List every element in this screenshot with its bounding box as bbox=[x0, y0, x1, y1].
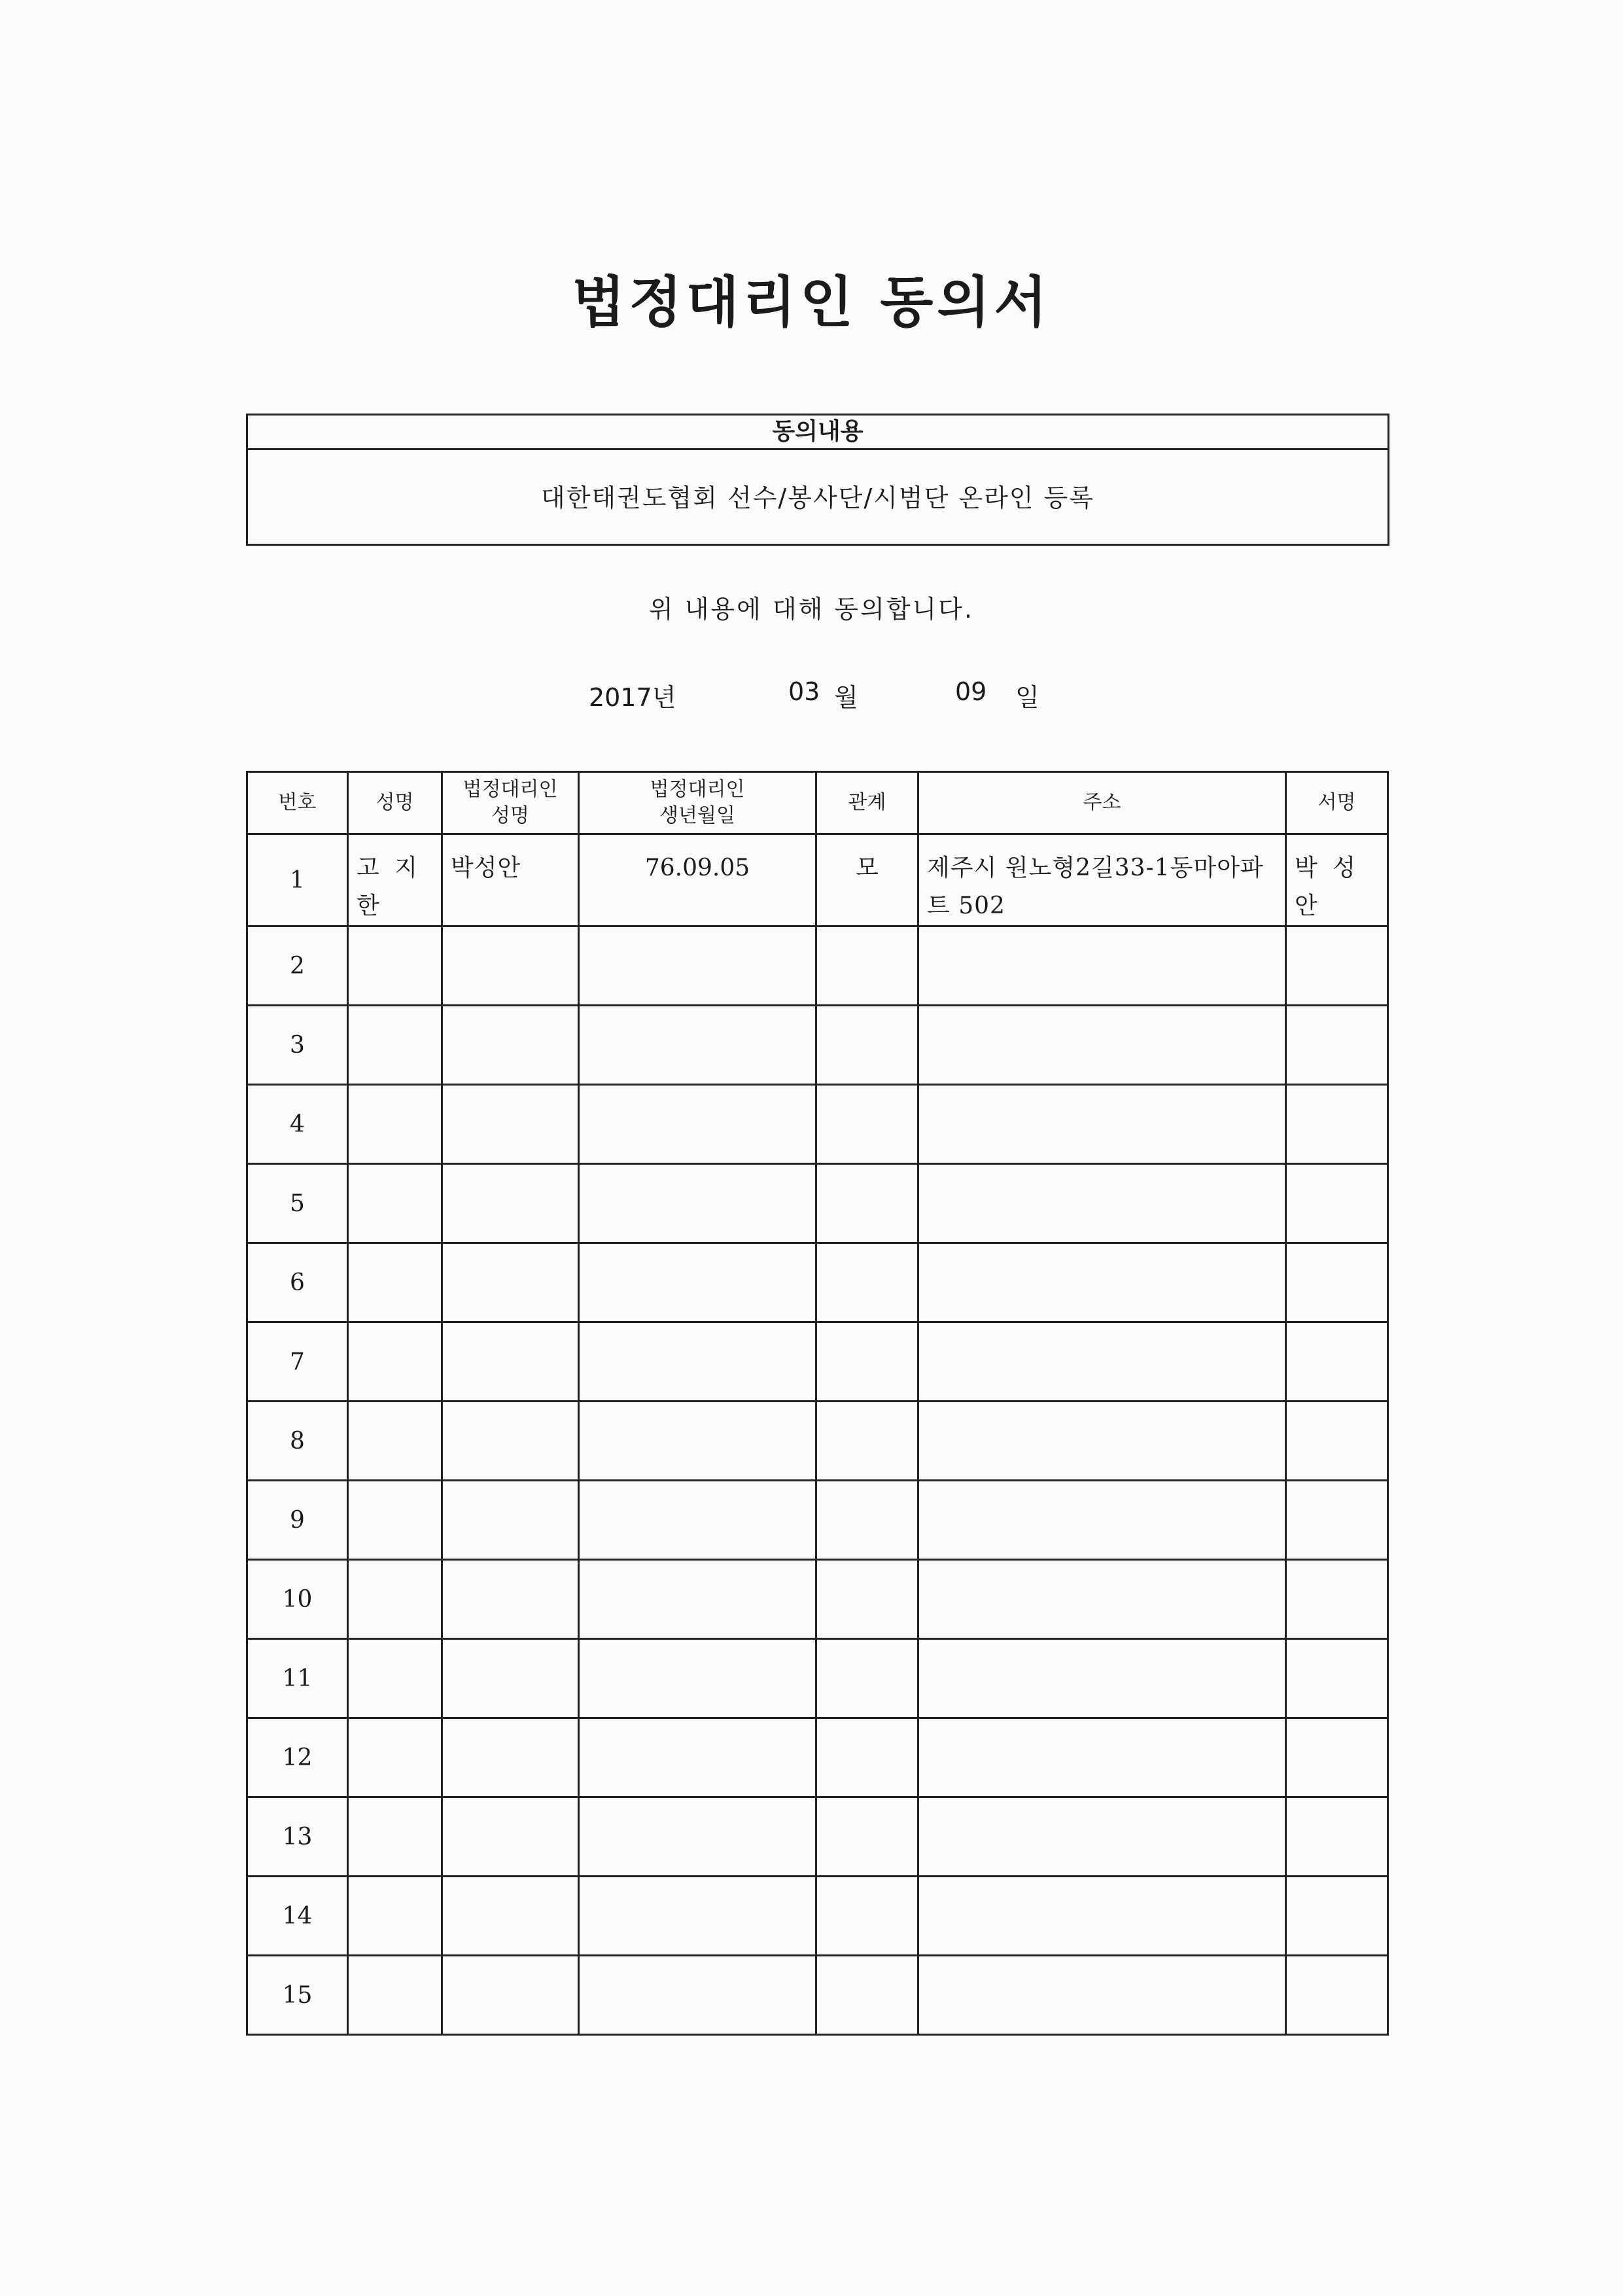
cell-number: 2 bbox=[247, 927, 348, 1006]
table-row bbox=[247, 1956, 1388, 2035]
cell-relation-text bbox=[817, 1956, 917, 1971]
cell-guardian-name bbox=[442, 1164, 579, 1243]
cell-guardian-name-text bbox=[443, 1719, 578, 1733]
cell-address bbox=[918, 1797, 1286, 1877]
cell-name-text bbox=[349, 1165, 441, 1179]
header-guardian-birth bbox=[579, 772, 816, 834]
cell-address bbox=[918, 834, 1286, 927]
cell-guardian-birth bbox=[579, 834, 816, 927]
cell-address-text bbox=[919, 927, 1285, 942]
cell-guardian-name bbox=[442, 1085, 579, 1164]
cell-relation-text bbox=[817, 1719, 917, 1733]
cell-signature bbox=[1286, 1322, 1388, 1402]
table-row bbox=[247, 1402, 1388, 1481]
cell-relation-text bbox=[817, 1877, 917, 1892]
cell-relation bbox=[816, 1639, 918, 1718]
cell-guardian-birth-text bbox=[580, 1877, 815, 1892]
cell-relation-text bbox=[817, 1561, 917, 1575]
cell-guardian-name-text bbox=[443, 1956, 578, 1971]
cell-guardian-birth bbox=[579, 1639, 816, 1718]
cell-name-text bbox=[349, 1719, 441, 1733]
cell-name bbox=[348, 1718, 442, 1797]
cell-signature bbox=[1286, 1243, 1388, 1322]
cell-name-text bbox=[349, 1877, 441, 1892]
header-guardian-name-line1: 법정대리인 bbox=[462, 778, 558, 801]
cell-relation-text bbox=[817, 1006, 917, 1021]
cell-number: 7 bbox=[247, 1322, 348, 1402]
cell-name bbox=[348, 1639, 442, 1718]
cell-address bbox=[918, 1322, 1286, 1402]
cell-address-text bbox=[919, 1086, 1285, 1100]
cell-signature bbox=[1286, 1797, 1388, 1877]
header-relation: 관계 bbox=[816, 772, 918, 834]
cell-guardian-birth bbox=[579, 1243, 816, 1322]
cell-guardian-name-text bbox=[443, 1798, 578, 1812]
cell-address bbox=[918, 1006, 1286, 1085]
cell-relation-text bbox=[817, 1481, 917, 1496]
cell-guardian-name bbox=[442, 1639, 579, 1718]
cell-name bbox=[348, 1006, 442, 1085]
cell-relation-text: 모 bbox=[856, 855, 879, 881]
header-number: 번호 bbox=[247, 772, 348, 834]
cell-relation bbox=[816, 927, 918, 1006]
cell-guardian-birth-text bbox=[580, 927, 815, 942]
cell-signature-text bbox=[1287, 1323, 1387, 1337]
cell-name-text bbox=[349, 1956, 441, 1971]
cell-address bbox=[918, 927, 1286, 1006]
cell-guardian-name bbox=[442, 1956, 579, 2035]
cell-guardian-birth bbox=[579, 1085, 816, 1164]
registration-table bbox=[246, 771, 1389, 2036]
cell-signature-text bbox=[1287, 1086, 1387, 1100]
cell-address bbox=[918, 1718, 1286, 1797]
cell-relation-text bbox=[817, 1165, 917, 1179]
cell-relation-text bbox=[817, 1086, 917, 1100]
cell-guardian-birth bbox=[579, 1164, 816, 1243]
table-row bbox=[247, 1164, 1388, 1243]
header-guardian-name-line2: 성명 bbox=[491, 804, 529, 827]
cell-name-text bbox=[349, 1086, 441, 1100]
consent-header: 동의내용 bbox=[248, 415, 1387, 450]
cell-guardian-name bbox=[442, 1797, 579, 1877]
header-guardian-birth-line2: 생년월일 bbox=[659, 804, 735, 827]
cell-relation bbox=[816, 1877, 918, 1956]
cell-guardian-name-text bbox=[443, 1244, 578, 1258]
cell-name-text bbox=[349, 1481, 441, 1496]
cell-signature bbox=[1286, 1164, 1388, 1243]
cell-signature-text bbox=[1287, 1165, 1387, 1179]
cell-guardian-name-text bbox=[443, 1086, 578, 1100]
cell-guardian-birth-text bbox=[580, 1719, 815, 1733]
cell-number: 13 bbox=[247, 1797, 348, 1877]
table-row bbox=[247, 927, 1388, 1006]
table-body bbox=[247, 834, 1388, 2035]
cell-guardian-name bbox=[442, 927, 579, 1006]
cell-address bbox=[918, 1956, 1286, 2035]
cell-number: 12 bbox=[247, 1718, 348, 1797]
cell-guardian-name-text bbox=[443, 1561, 578, 1575]
cell-name-text bbox=[349, 927, 441, 942]
cell-signature bbox=[1286, 1006, 1388, 1085]
cell-number: 9 bbox=[247, 1481, 348, 1560]
table-row bbox=[247, 1797, 1388, 1877]
cell-relation bbox=[816, 1797, 918, 1877]
header-signature: 서명 bbox=[1286, 772, 1388, 834]
cell-guardian-birth bbox=[579, 1402, 816, 1481]
cell-address bbox=[918, 1481, 1286, 1560]
cell-name-text bbox=[349, 1798, 441, 1812]
cell-relation bbox=[816, 1481, 918, 1560]
cell-guardian-name-text bbox=[443, 1877, 578, 1892]
cell-guardian-name bbox=[442, 1322, 579, 1402]
cell-guardian-birth bbox=[579, 1322, 816, 1402]
cell-number: 14 bbox=[247, 1877, 348, 1956]
cell-guardian-birth-text bbox=[580, 1244, 815, 1258]
cell-address-text: 제주시 원노형2길33-1동마아파트 502 bbox=[927, 855, 1264, 919]
table-row bbox=[247, 1718, 1388, 1797]
cell-signature-text bbox=[1287, 1561, 1387, 1575]
cell-relation-text bbox=[817, 927, 917, 942]
cell-signature bbox=[1286, 1639, 1388, 1718]
cell-name bbox=[348, 1164, 442, 1243]
cell-address-text bbox=[919, 1244, 1285, 1258]
cell-relation bbox=[816, 1243, 918, 1322]
cell-guardian-birth bbox=[579, 1797, 816, 1877]
cell-name bbox=[348, 834, 442, 927]
cell-guardian-birth bbox=[579, 1481, 816, 1560]
cell-guardian-birth-text bbox=[580, 1006, 815, 1021]
table-header-row bbox=[247, 772, 1388, 834]
cell-signature-text bbox=[1287, 1956, 1387, 1971]
agree-statement: 위 내용에 대해 동의합니다. bbox=[648, 595, 975, 624]
cell-signature-text bbox=[1287, 1481, 1387, 1496]
cell-signature-text bbox=[1287, 1244, 1387, 1258]
cell-relation-text bbox=[817, 1323, 917, 1337]
table-row bbox=[247, 1481, 1388, 1560]
cell-guardian-name bbox=[442, 1560, 579, 1639]
date-month-unit: 월 bbox=[834, 683, 858, 712]
table-row bbox=[247, 1560, 1388, 1639]
cell-relation bbox=[816, 1560, 918, 1639]
cell-guardian-name bbox=[442, 1481, 579, 1560]
cell-guardian-name-text bbox=[443, 1640, 578, 1654]
cell-relation bbox=[816, 1402, 918, 1481]
cell-name bbox=[348, 1797, 442, 1877]
cell-signature-text bbox=[1287, 1006, 1387, 1021]
cell-address bbox=[918, 1402, 1286, 1481]
table-row bbox=[247, 1243, 1388, 1322]
cell-name bbox=[348, 927, 442, 1006]
cell-relation bbox=[816, 1006, 918, 1085]
cell-guardian-name bbox=[442, 1402, 579, 1481]
header-name: 성명 bbox=[348, 772, 442, 834]
cell-address-text bbox=[919, 1006, 1285, 1021]
cell-name-text bbox=[349, 1640, 441, 1654]
cell-relation bbox=[816, 1956, 918, 2035]
cell-guardian-birth bbox=[579, 927, 816, 1006]
cell-guardian-name-text bbox=[443, 1006, 578, 1021]
cell-address-text bbox=[919, 1640, 1285, 1654]
header-address: 주소 bbox=[918, 772, 1286, 834]
cell-signature bbox=[1286, 1956, 1388, 2035]
cell-name bbox=[348, 1085, 442, 1164]
cell-relation bbox=[816, 1718, 918, 1797]
date-month-value: 03 bbox=[788, 677, 820, 706]
cell-signature-text bbox=[1287, 1719, 1387, 1733]
cell-name-text bbox=[349, 1561, 441, 1575]
cell-number: 4 bbox=[247, 1085, 348, 1164]
header-guardian-birth-line1: 법정대리인 bbox=[650, 778, 745, 801]
cell-number: 3 bbox=[247, 1006, 348, 1085]
cell-number: 11 bbox=[247, 1639, 348, 1718]
cell-guardian-birth bbox=[579, 1877, 816, 1956]
cell-name bbox=[348, 1402, 442, 1481]
date-day-value: 09 bbox=[955, 677, 987, 706]
cell-relation bbox=[816, 1085, 918, 1164]
cell-guardian-name-text bbox=[443, 927, 578, 942]
header-guardian-name bbox=[442, 772, 579, 834]
cell-guardian-birth-text bbox=[580, 1561, 815, 1575]
cell-guardian-name bbox=[442, 1006, 579, 1085]
table-row bbox=[247, 1639, 1388, 1718]
cell-guardian-name-text bbox=[443, 1165, 578, 1179]
table-row bbox=[247, 834, 1388, 927]
cell-number: 8 bbox=[247, 1402, 348, 1481]
cell-address bbox=[918, 1243, 1286, 1322]
consent-box bbox=[246, 414, 1389, 546]
cell-address-text bbox=[919, 1481, 1285, 1496]
cell-address bbox=[918, 1164, 1286, 1243]
cell-address-text bbox=[919, 1877, 1285, 1892]
cell-address bbox=[918, 1085, 1286, 1164]
cell-guardian-name bbox=[442, 1243, 579, 1322]
cell-signature bbox=[1286, 1481, 1388, 1560]
cell-guardian-name bbox=[442, 834, 579, 927]
cell-name bbox=[348, 1877, 442, 1956]
cell-name bbox=[348, 1322, 442, 1402]
cell-address bbox=[918, 1877, 1286, 1956]
cell-guardian-birth-text: 76.09.05 bbox=[644, 855, 750, 881]
cell-name-text bbox=[349, 1244, 441, 1258]
cell-address bbox=[918, 1639, 1286, 1718]
cell-number: 10 bbox=[247, 1560, 348, 1639]
cell-address-text bbox=[919, 1402, 1285, 1417]
cell-address bbox=[918, 1560, 1286, 1639]
cell-guardian-birth-text bbox=[580, 1956, 815, 1971]
date-year: 2017년 bbox=[589, 683, 676, 712]
cell-relation bbox=[816, 834, 918, 927]
cell-signature bbox=[1286, 1085, 1388, 1164]
cell-number: 6 bbox=[247, 1243, 348, 1322]
cell-guardian-birth-text bbox=[580, 1798, 815, 1812]
cell-relation-text bbox=[817, 1402, 917, 1417]
cell-address-text bbox=[919, 1165, 1285, 1179]
cell-relation bbox=[816, 1164, 918, 1243]
cell-guardian-birth-text bbox=[580, 1481, 815, 1496]
cell-number: 5 bbox=[247, 1164, 348, 1243]
cell-signature bbox=[1286, 1718, 1388, 1797]
cell-signature bbox=[1286, 834, 1388, 927]
table-row bbox=[247, 1085, 1388, 1164]
cell-guardian-name-text: 박성안 bbox=[451, 855, 521, 881]
cell-guardian-birth-text bbox=[580, 1323, 815, 1337]
cell-guardian-birth bbox=[579, 1956, 816, 2035]
cell-signature-text bbox=[1287, 1402, 1387, 1417]
cell-address-text bbox=[919, 1561, 1285, 1575]
cell-guardian-birth bbox=[579, 1718, 816, 1797]
cell-guardian-birth-text bbox=[580, 1165, 815, 1179]
table-row bbox=[247, 1006, 1388, 1085]
cell-guardian-name bbox=[442, 1877, 579, 1956]
table-row bbox=[247, 1322, 1388, 1402]
cell-guardian-name-text bbox=[443, 1481, 578, 1496]
cell-address-text bbox=[919, 1798, 1285, 1812]
consent-body: 대한태권도협회 선수/봉사단/시범단 온라인 등록 bbox=[540, 484, 1094, 512]
cell-name bbox=[348, 1560, 442, 1639]
cell-signature-text bbox=[1287, 1640, 1387, 1654]
cell-signature-text: 박 성 안 bbox=[1295, 855, 1359, 919]
cell-guardian-name-text bbox=[443, 1402, 578, 1417]
cell-address-text bbox=[919, 1956, 1285, 1971]
cell-signature bbox=[1286, 1560, 1388, 1639]
cell-name bbox=[348, 1243, 442, 1322]
cell-name-text bbox=[349, 1402, 441, 1417]
cell-guardian-birth-text bbox=[580, 1402, 815, 1417]
cell-signature bbox=[1286, 1877, 1388, 1956]
cell-address-text bbox=[919, 1719, 1285, 1733]
date-day-unit: 일 bbox=[1015, 683, 1039, 712]
cell-name-text bbox=[349, 1006, 441, 1021]
cell-signature-text bbox=[1287, 1877, 1387, 1892]
cell-number: 15 bbox=[247, 1956, 348, 2035]
cell-guardian-birth-text bbox=[580, 1640, 815, 1654]
cell-guardian-name bbox=[442, 1718, 579, 1797]
cell-guardian-birth bbox=[579, 1006, 816, 1085]
cell-number: 1 bbox=[247, 834, 348, 927]
cell-signature bbox=[1286, 1402, 1388, 1481]
cell-relation-text bbox=[817, 1244, 917, 1258]
table-row bbox=[247, 1877, 1388, 1956]
cell-name bbox=[348, 1481, 442, 1560]
cell-signature-text bbox=[1287, 1798, 1387, 1812]
cell-name bbox=[348, 1956, 442, 2035]
cell-relation bbox=[816, 1322, 918, 1402]
cell-signature bbox=[1286, 927, 1388, 1006]
cell-name-text: 고 지 한 bbox=[357, 855, 421, 919]
cell-name-text bbox=[349, 1323, 441, 1337]
cell-address-text bbox=[919, 1323, 1285, 1337]
cell-guardian-birth bbox=[579, 1560, 816, 1639]
cell-guardian-birth-text bbox=[580, 1086, 815, 1100]
document-title: 법정대리인 동의서 bbox=[572, 270, 1051, 334]
cell-signature-text bbox=[1287, 927, 1387, 942]
cell-relation-text bbox=[817, 1798, 917, 1812]
cell-guardian-name-text bbox=[443, 1323, 578, 1337]
cell-relation-text bbox=[817, 1640, 917, 1654]
